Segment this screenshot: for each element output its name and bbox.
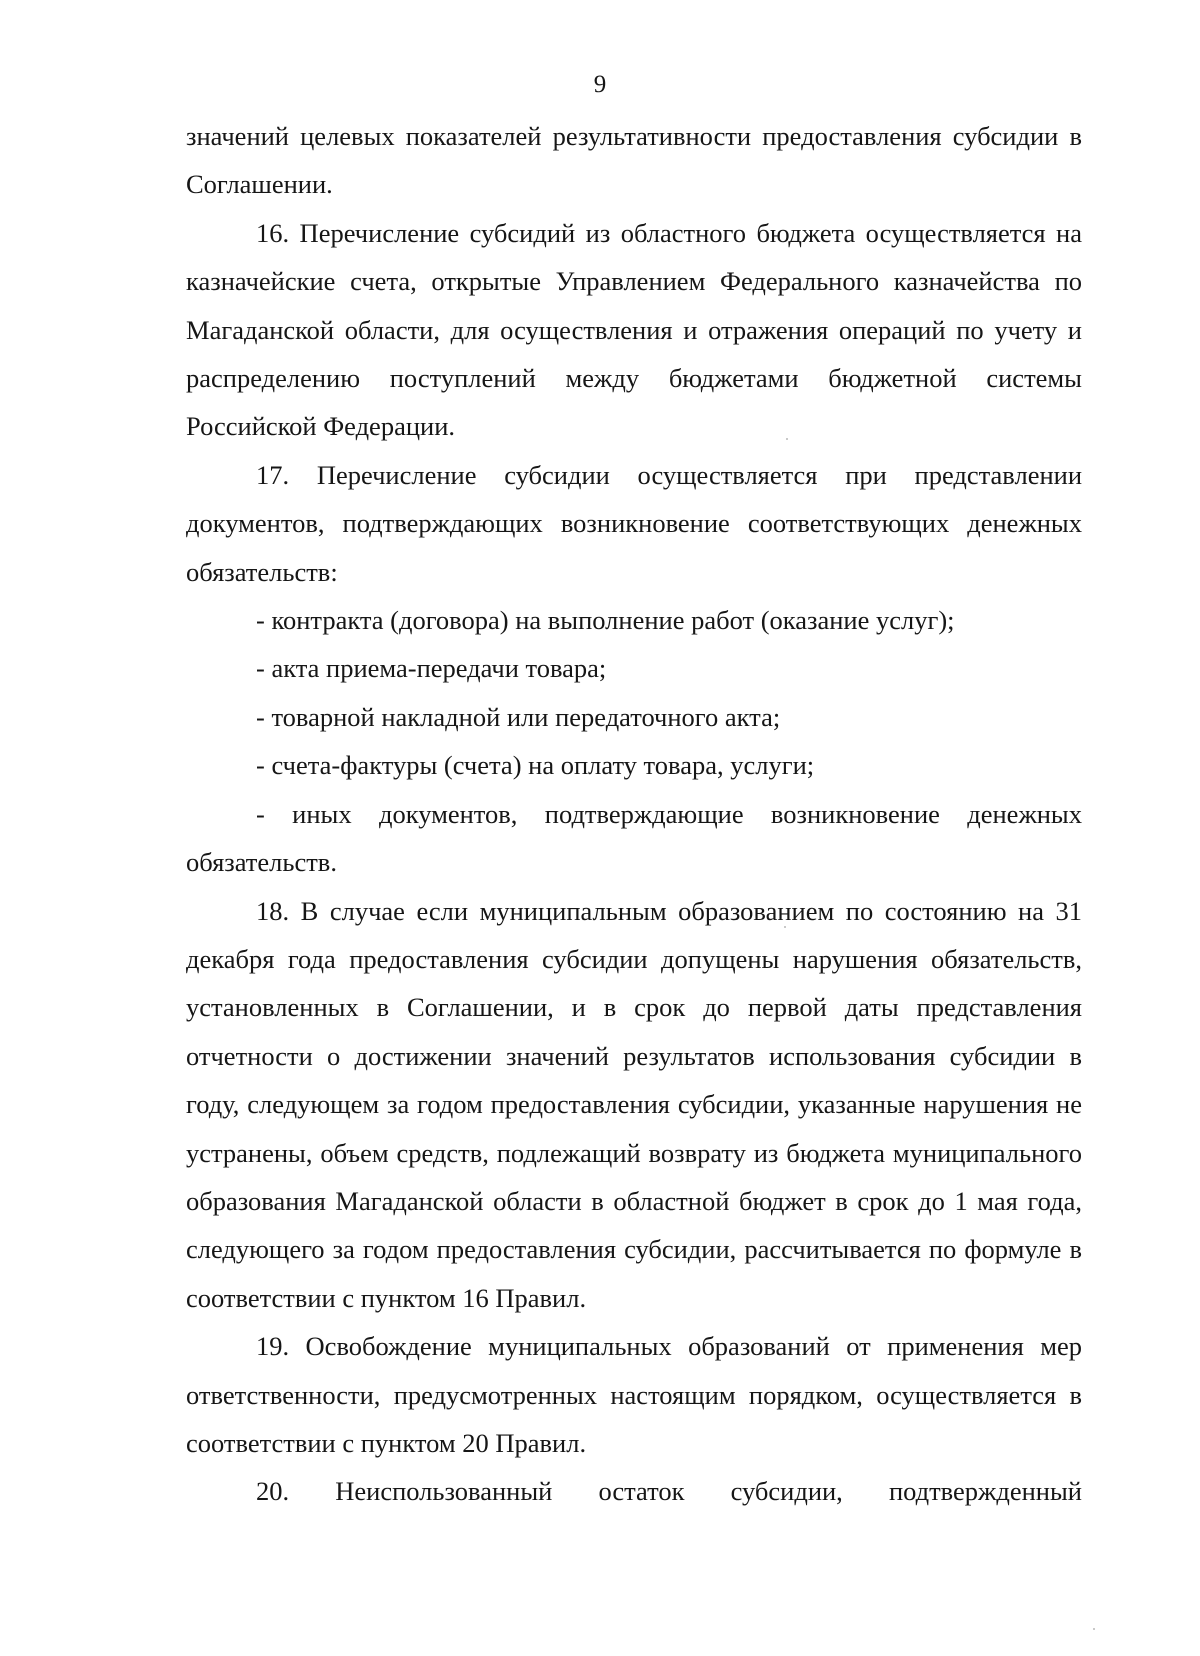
paragraph-18: 18. В случае если муниципальным образованием по состоянию на 31 декабря года предоставления субсидии допущены нарушения обязательств, установленных в Соглашении, и в срок до первой даты представления отчетности о достижении значений результатов использования субсидии в году, следующем за годом предоставления субсидии, указанные нарушения не устранены, объем средств, подлежащий возврату из бюджета муниципального образования Магаданской области в областной бюджет в срок до 1 мая года, следующего за годом предоставления субсидии, рассчитывается по формуле в соответствии с пунктом 16 Правил. [186,895,1082,1313]
scan-speck [786,438,788,440]
document-body [186,112,1082,1516]
list-item: - акта приема-передачи товара; [256,653,607,684]
paragraph-20-word: остаток [598,1476,685,1507]
page-number: 9 [593,71,607,98]
list-item: - контракта (договора) на выполнение работ (оказание услуг); [256,605,955,636]
list-item-last: - иных документов, подтверждающие возникновение денежных обязательств. [186,798,1082,878]
scan-speck [1093,1628,1095,1630]
paragraph-16: 16. Перечисление субсидий из областного бюджета осуществляется на казначейские счета, открытые Управлением Федерального казначейства по Магаданской области, для осуществления и отражения операций по учету и распределению поступлений между бюджетами бюджетной системы Российской Федерации. [186,217,1082,442]
paragraph-17: 17. Перечисление субсидии осуществляется при представлении документов, подтверждающих возникновение соответствующих денежных обязательств: [186,459,1082,587]
paragraph-20-word: субсидии, [730,1476,843,1507]
paragraph-15-continuation: значений целевых показателей результативности предоставления субсидии в Соглашении. [186,121,1082,200]
paragraph-20-word: подтвержденный [888,1476,1082,1507]
document-list [186,596,1082,790]
list-item: - счета-фактуры (счета) на оплату товара, услуги; [256,750,815,781]
paragraph-20-number: 20. [256,1476,290,1507]
scan-speck [784,926,786,928]
paragraph-20-start [186,1467,1082,1515]
list-item: - товарной накладной или передаточного акта; [256,701,781,732]
paragraph-20-word: Неиспользованный [335,1476,553,1507]
paragraph-19: 19. Освобождение муниципальных образований от применения мер ответственности, предусмотренных настоящим порядком, осуществляется в соответствии с пунктом 20 Правил. [186,1331,1082,1458]
